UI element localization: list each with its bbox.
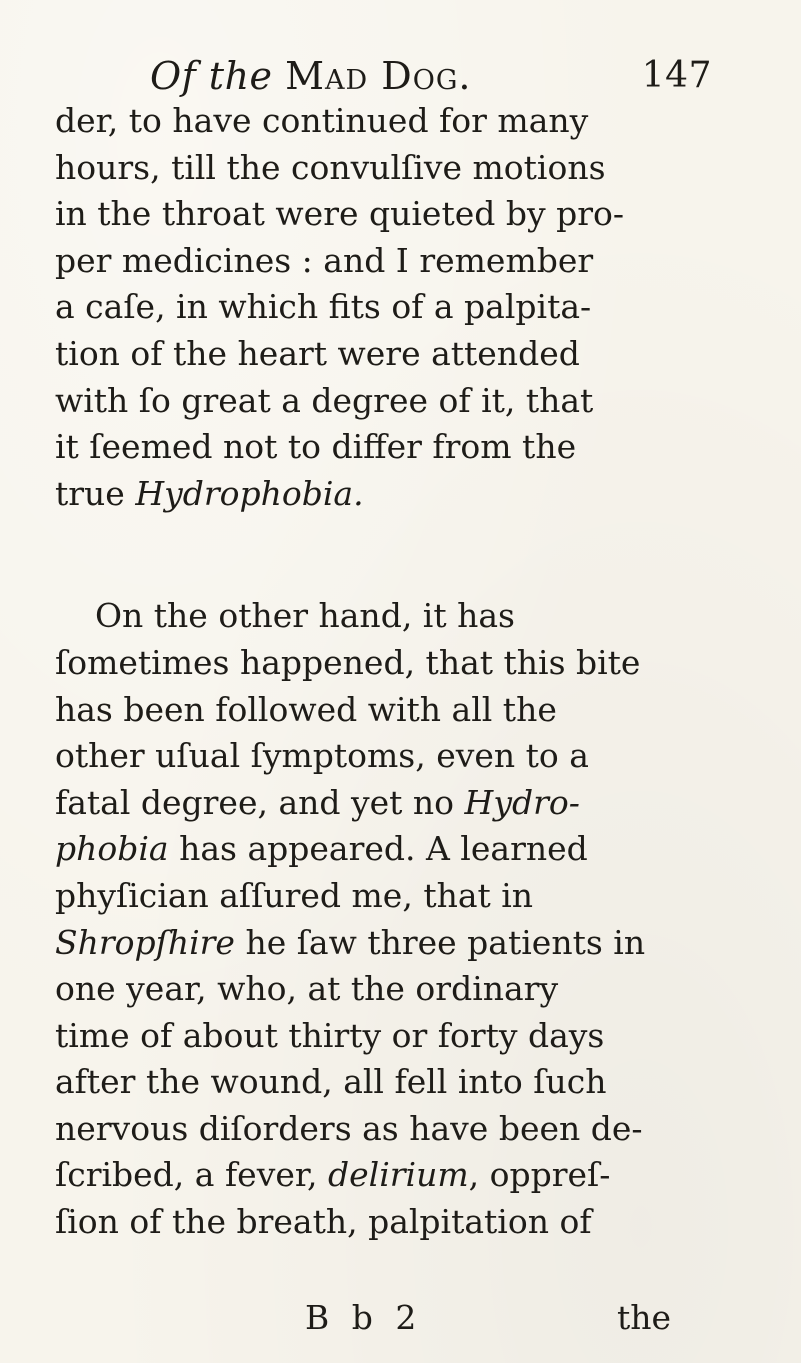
text-line (55, 780, 745, 827)
line-text: he ſaw three patients in (234, 922, 646, 962)
line-text: ſometimes happened, that this bite (55, 642, 641, 682)
text-line (55, 1152, 745, 1199)
line-text: true (55, 473, 136, 513)
text-line (55, 1106, 745, 1153)
body-text (55, 98, 745, 1246)
line-text: has been followed with all the (55, 689, 557, 729)
line-text: fatal degree, and yet no (55, 782, 465, 822)
running-header (150, 48, 730, 104)
text-line (55, 687, 745, 734)
line-text: ſcribed, a fever, (55, 1155, 328, 1195)
running-title-smallcaps: Mad Dog. (285, 54, 472, 98)
line-text: phyſician aſſured me, that in (55, 875, 534, 915)
text-line (55, 826, 745, 873)
italic-term: Hydro- (464, 782, 580, 822)
text-line (55, 331, 745, 378)
text-line (55, 238, 745, 285)
text-line (55, 145, 745, 192)
line-text: per medicines : and I remember (55, 240, 594, 280)
text-line (55, 378, 745, 425)
line-text: a caſe, in which fits of a palpita- (55, 287, 592, 327)
line-text: it ſeemed not to differ from the (55, 427, 577, 467)
line-text: tion of the heart were attended (55, 333, 580, 373)
line-text: has appeared. A learned (168, 829, 588, 869)
line-text: time of about thirty or forty days (55, 1015, 605, 1055)
text-line (55, 471, 745, 518)
text-line (55, 191, 745, 238)
text-line (55, 873, 745, 920)
text-line (55, 593, 745, 640)
text-line (55, 1013, 745, 1060)
line-text: ſion of the breath, palpitation of (55, 1202, 592, 1242)
paragraph-gap (55, 517, 745, 593)
line-text: der, to have continued for many (55, 101, 589, 140)
italic-term: phobia (55, 829, 169, 869)
line-text: with ſo great a degree of it, that (55, 380, 594, 420)
text-line (55, 284, 745, 331)
running-title-italic: Of the (150, 54, 273, 98)
text-line (55, 1199, 745, 1246)
text-line (55, 733, 745, 780)
text-line (55, 1059, 745, 1106)
text-line (55, 98, 745, 145)
line-text: , oppreſ- (468, 1155, 611, 1195)
page-number: 147 (641, 55, 712, 96)
text-line (55, 966, 745, 1013)
line-text: one year, who, at the ordinary (55, 969, 559, 1009)
italic-term: Hydrophobia. (135, 473, 364, 513)
text-line (55, 920, 745, 967)
line-text: hours, till the convulſive motions (55, 147, 606, 187)
catchword: the (617, 1298, 672, 1337)
text-line (55, 640, 745, 687)
running-title (150, 48, 472, 104)
line-text: other uſual ſymptoms, even to a (55, 736, 589, 776)
page-footer (0, 1295, 801, 1341)
line-text: On the other hand, it has (95, 596, 515, 636)
line-text: in the throat were quieted by pro- (55, 194, 625, 234)
text-line (55, 424, 745, 471)
italic-term: Shropſhire (55, 922, 235, 962)
italic-term: delirium (328, 1155, 469, 1195)
line-text: after the wound, all fell into ſuch (55, 1062, 607, 1102)
line-text: nervous diſorders as have been de- (55, 1108, 643, 1148)
signature-mark: B b 2 (305, 1298, 423, 1337)
